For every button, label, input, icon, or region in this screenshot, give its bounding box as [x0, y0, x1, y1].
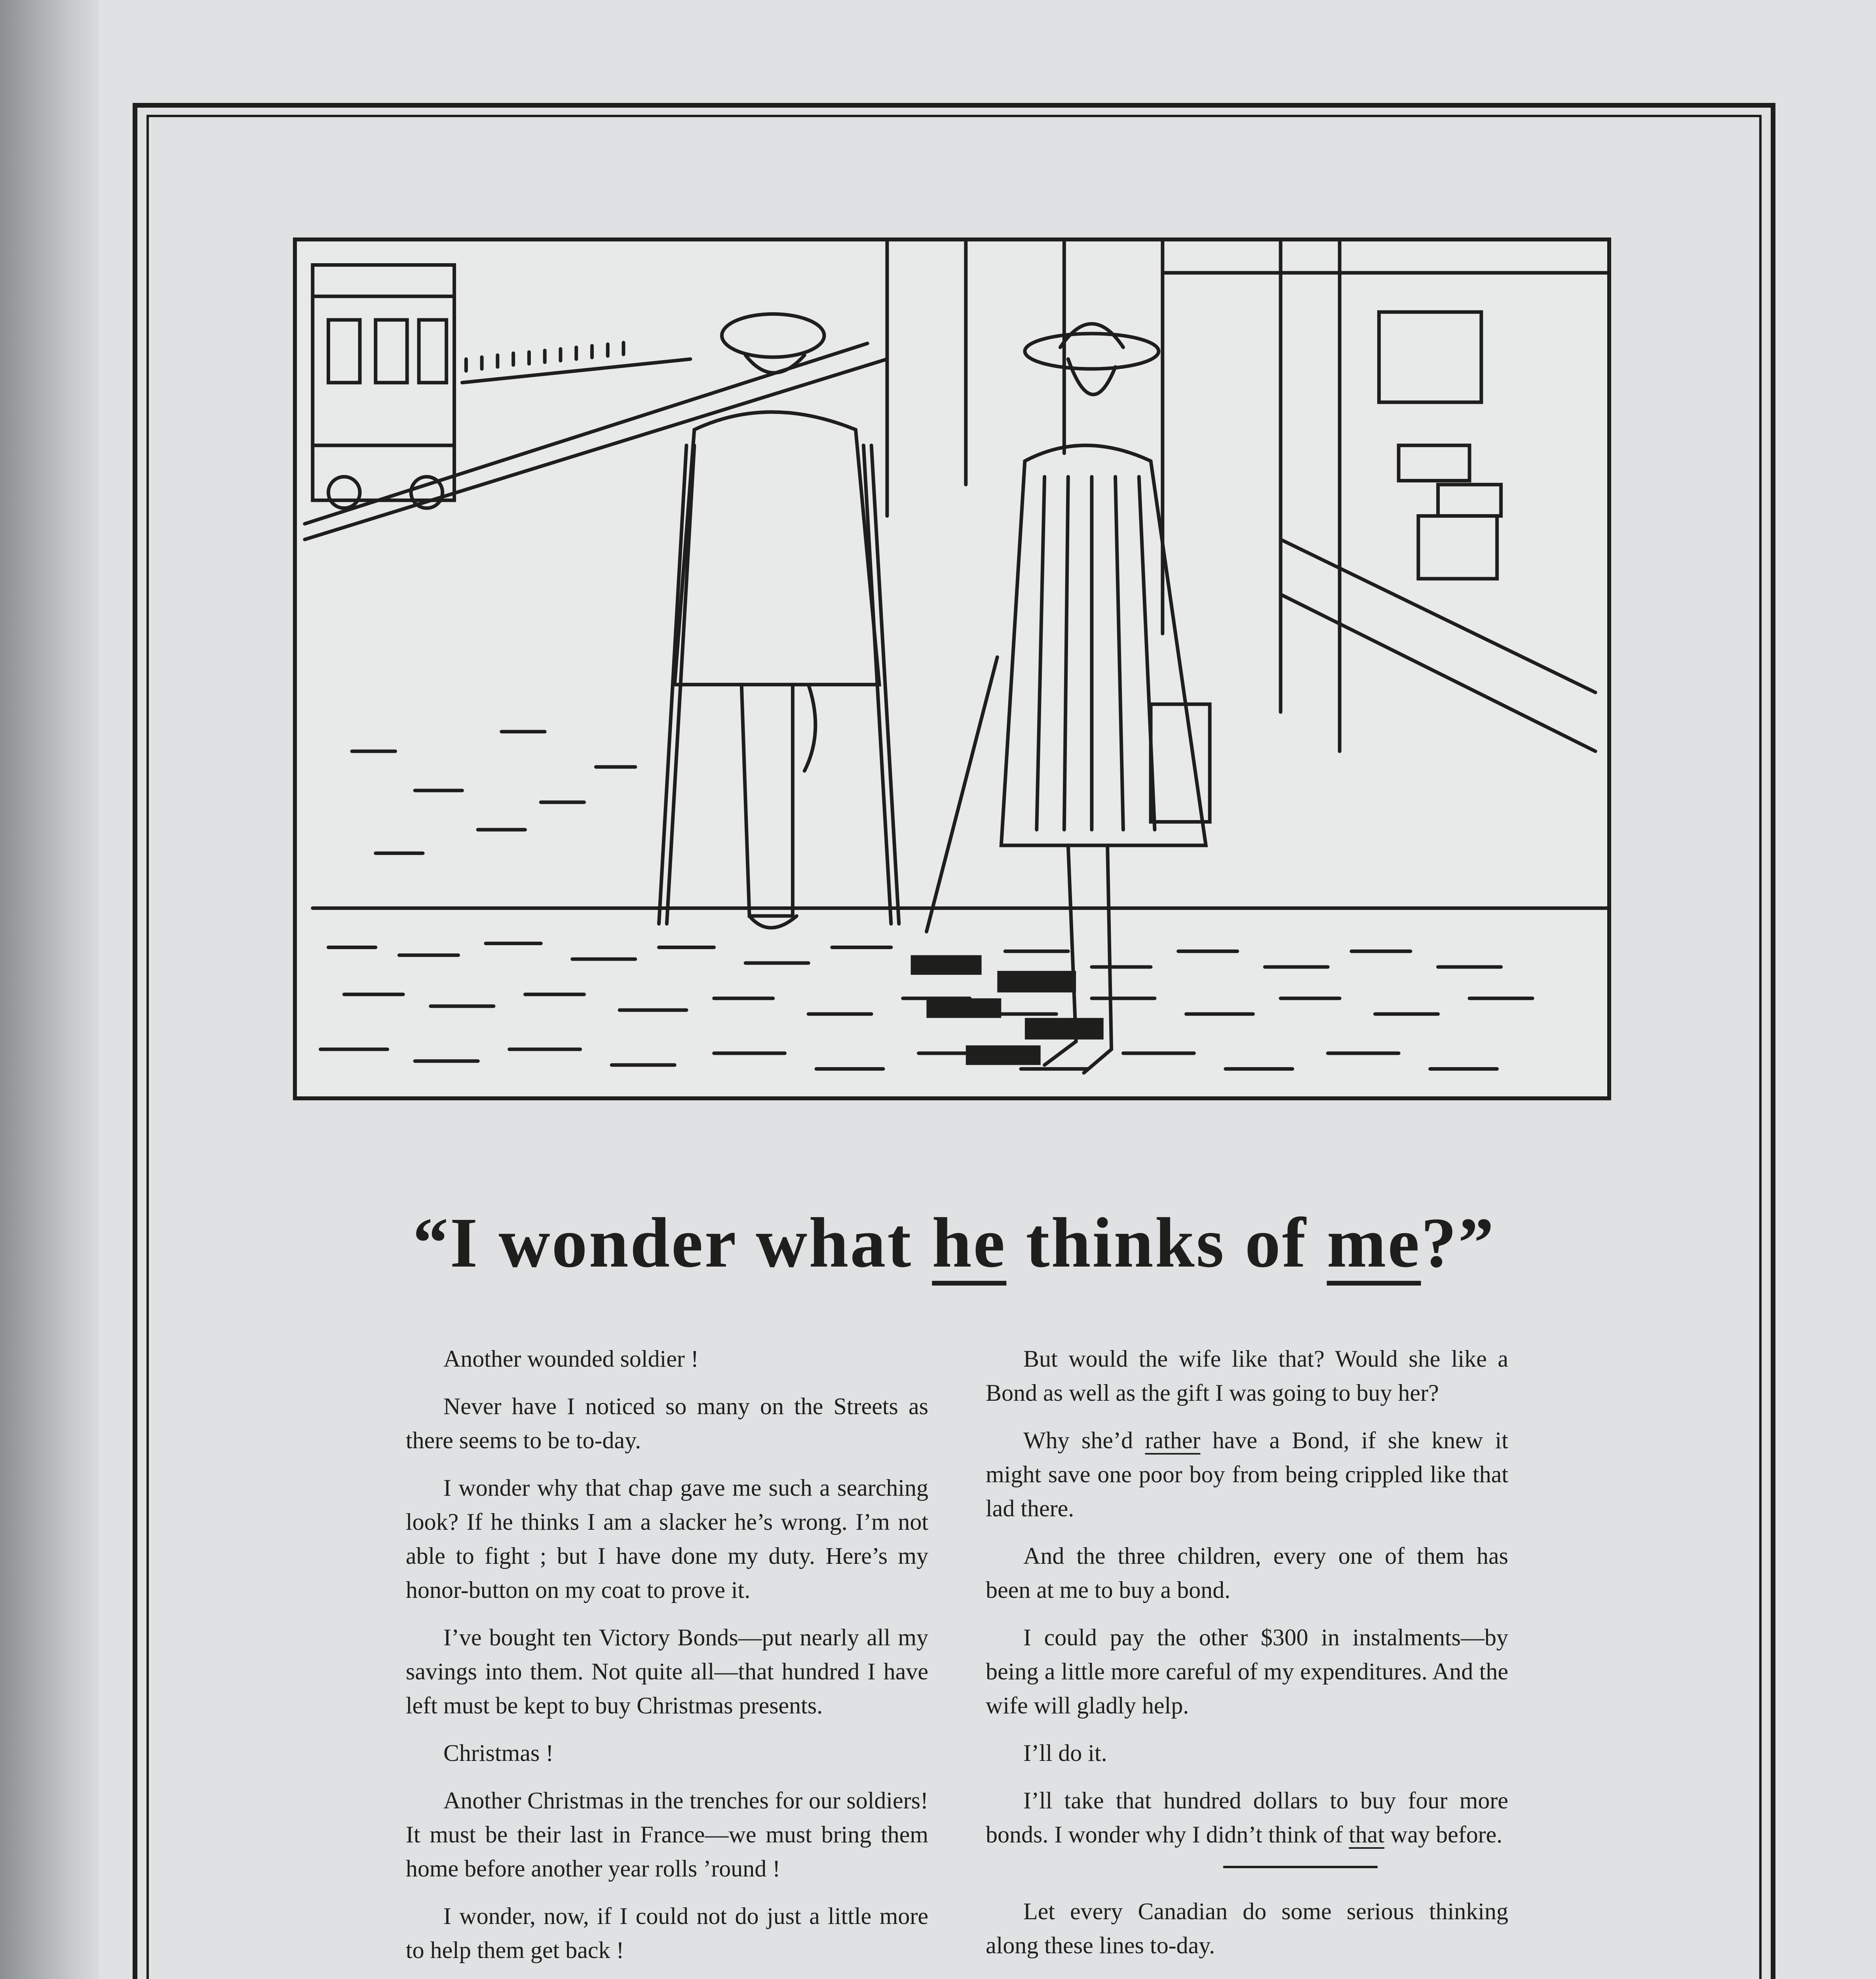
- right-paragraph: [986, 1976, 1508, 1979]
- headline-mid: thinks of: [1006, 1203, 1327, 1282]
- left-column: [406, 1342, 928, 1979]
- soldier-coat: [675, 412, 879, 685]
- headline: [158, 1195, 1750, 1290]
- left-paragraph: Another Christmas in the trenches for our soldiers! It must be their last in France—we must bring them home before another year rolls ’round !: [406, 1787, 928, 1882]
- gentleman-hat: [1025, 334, 1159, 369]
- underlined-word: rather: [1145, 1427, 1201, 1453]
- headline-open: “I wonder what: [412, 1203, 932, 1282]
- headline-close: ?”: [1421, 1203, 1496, 1282]
- right-paragraph: [986, 1423, 1508, 1525]
- right-paragraph: And the three children, every one of them has been at me to buy a bond.: [986, 1543, 1508, 1603]
- headline-me: me: [1327, 1203, 1421, 1282]
- gentleman-coat: [1001, 445, 1206, 845]
- cane: [926, 657, 997, 932]
- left-paragraph: I wonder, now, if I could not do just a little more to help them get back !: [406, 1903, 928, 1963]
- text-run: have a Bond, if she knew it might save one poor boy from being crippled like that lad there.: [986, 1427, 1508, 1521]
- right-paragraph: Let every Canadian do some serious thinking along these lines to-day.: [986, 1898, 1508, 1958]
- headline-he: he: [932, 1203, 1007, 1282]
- text-run: way before.: [1384, 1821, 1503, 1848]
- left-paragraph: I wonder why that chap gave me such a searching look? If he thinks I am a slacker he’s wrong. I’m not able to fight ; but I have done my duty. Here’s my honor-button on my coat to prove it.: [406, 1475, 928, 1603]
- soldier-cap: [722, 314, 824, 357]
- text-run: Why she’d: [1023, 1427, 1145, 1453]
- street-scene-drawing: [297, 241, 1607, 1096]
- left-paragraph: I’ve bought ten Victory Bonds—put nearly all my savings into them. Not quite all—that hundred I have left must be kept to buy Christmas presents.: [406, 1624, 928, 1719]
- book-gutter: [0, 0, 99, 1979]
- text-run: I’ll take that hundred dollars to buy four more bonds. I wonder why I didn’t think of: [986, 1787, 1508, 1848]
- right-paragraph: But would the wife like that? Would she like a Bond as well as the gift I was going to buy her?: [986, 1346, 1508, 1406]
- left-paragraph: Another wounded soldier !: [443, 1346, 699, 1372]
- section-divider: [1223, 1866, 1378, 1868]
- right-paragraph: [986, 1783, 1508, 1852]
- left-paragraph: Never have I noticed so many on the Streets as there seems to be to-day.: [406, 1393, 928, 1453]
- left-paragraph: Christmas !: [443, 1740, 554, 1766]
- right-paragraph: I’ll do it.: [1023, 1740, 1107, 1766]
- right-paragraph: I could pay the other $300 in instalments—by being a little more careful of my expenditures. And the wife will gladly help.: [986, 1624, 1508, 1719]
- underlined-word: that: [1349, 1821, 1385, 1848]
- street-illustration: [293, 237, 1611, 1100]
- shop-sign: [1379, 312, 1481, 402]
- right-column: [986, 1342, 1508, 1979]
